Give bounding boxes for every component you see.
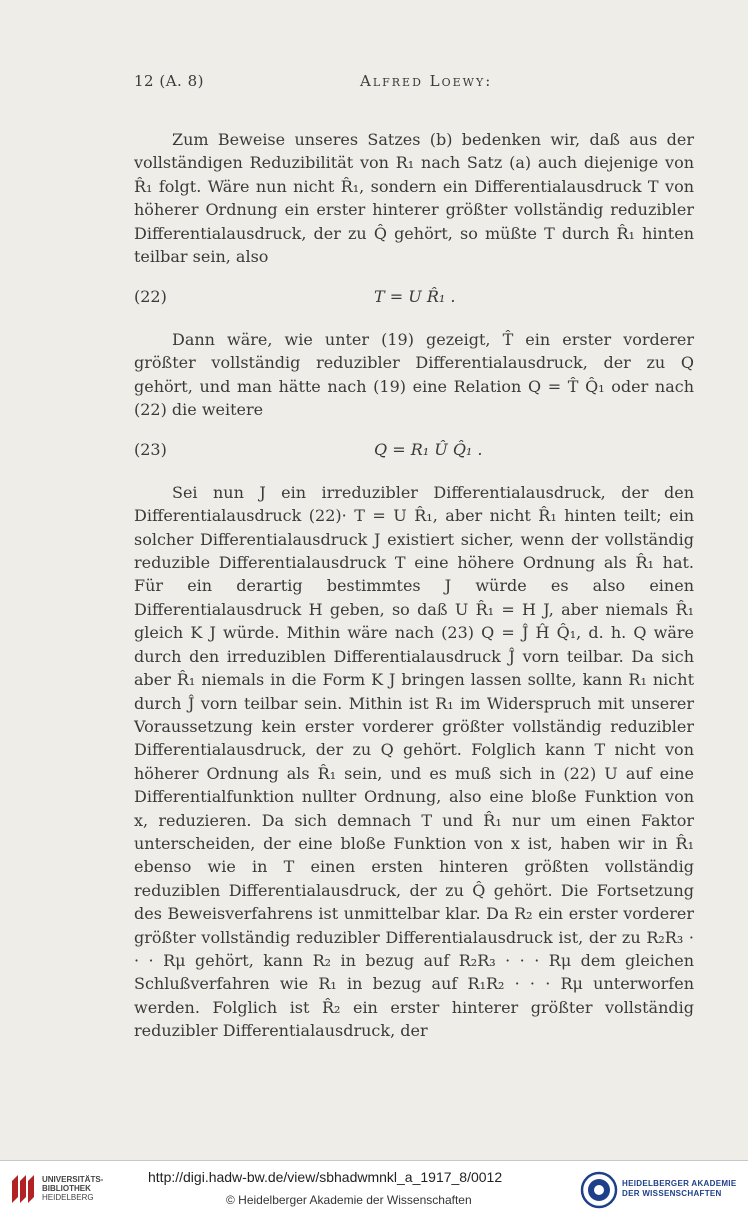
running-title: Alfred Loewy: [360, 72, 493, 90]
equation-number: (23) [134, 440, 167, 460]
viewer-footer [0, 1160, 748, 1217]
paragraph-3: Sei nun J ein irreduzibler Differentialausdruck, der den Differentialausdruck (22)· T = U R̂₁, aber nicht R̂₁ hinten teilt; ein solcher Differentialausdruck J existiert sicher, wenn der vollständig reduzible Differentialausdruck T eine höhere Ordnung als R̂₁ hat. Für ein derartig bestimmtes J würde es also einen Differentialausdruck H geben, so daß U R̂₁ = H J, aber niemals R̂₁ gleich K J würde. Mithin wäre nach (23) Q = Ĵ Ĥ Q̂₁, d. h. Q wäre durch den irreduziblen Differentialausdruck Ĵ vorn teilbar. Da sich aber R̂₁ niemals in die Form K J bringen lassen sollte, kann R₁ nicht durch Ĵ vorn teilbar sein. Mithin ist R₁ im Widerspruch mit unserer Voraussetzung kein erster vorderer größter vollständig reduzibler Differentialausdruck, der zu Q gehört. Folglich kann T nicht von höherer Ordnung als R̂₁ sein, und es muß sich in (22) U auf eine Differentialfunktion nullter Ordnung, also eine bloße Funktion von x, reduzieren. Da sich demnach T und R̂₁ nur um einen Faktor unterscheiden, der eine bloße Funktion von x ist, haben wir in R̂₁ ebenso wie in T einen ersten hinteren größten vollständig reduziblen Differentialausdruck, der zu Q̂ gehört. Die Fortsetzung des Beweisverfahrens ist unmittelbar klar. Da R₂ ein erster vorderer größter vollständig reduzibler Differentialausdruck ist, der zu R₂R₃ · · · Rμ gehört, kann R₂ in bezug auf R₂R₃ · · · Rμ dem gleichen Schlußverfahren wie R₁ in bezug auf R₁R₂ · · · Rμ unterworfen werden. Folglich ist R̂₂ ein erster hinterer größter vollständig reduzibler Differentialausdruck, der [134, 482, 694, 1041]
equation-expression: Q = R₁ Û Q̂₁ . [374, 440, 483, 460]
equation-number: (22) [134, 287, 167, 307]
equation-23 [134, 438, 694, 461]
equation-expression: T = U R̂₁ . [374, 287, 456, 307]
document-url-link[interactable]: http://digi.hadw-bw.de/view/sbhadwmnkl_a_1917_8/0012 [148, 1169, 503, 1185]
page-header [134, 72, 694, 96]
text-body [134, 128, 694, 1043]
paragraph-1: Zum Beweise unseres Satzes (b) bedenken wir, daß aus der vollständigen Reduzibilität von R₁ nach Satz (a) auch diejenige von R̂₁ folgt. Wäre nun nicht R̂₁, sondern ein Differentialausdruck T von höherer Ordnung ein erster hinterer größter vollständig reduzibler Differentialausdruck, der zu Q̂ gehört, so müßte T durch R̂₁ hinten teilbar sein, also [134, 130, 694, 267]
university-library-logo-icon [8, 1173, 38, 1205]
equation-22 [134, 285, 694, 308]
library-name: UNIVERSITÄTS- BIBLIOTHEK HEIDELBERG [42, 1175, 104, 1202]
page-number: 12 (A. 8) [134, 72, 204, 90]
copyright-notice: © Heidelberger Akademie der Wissenschaften [226, 1193, 472, 1207]
paragraph-2: Dann wäre, wie unter (19) gezeigt, T̂ ein erster vorderer größter vollständig reduzibler Differentialausdruck, der zu Q gehört, und man hätte nach (19) eine Relation Q = T̂ Q̂₁ oder nach (22) die weitere [134, 329, 694, 420]
academy-name: HEIDELBERGER AKADEMIE DER WISSENSCHAFTEN [622, 1179, 737, 1198]
academy-seal-icon [580, 1171, 618, 1209]
